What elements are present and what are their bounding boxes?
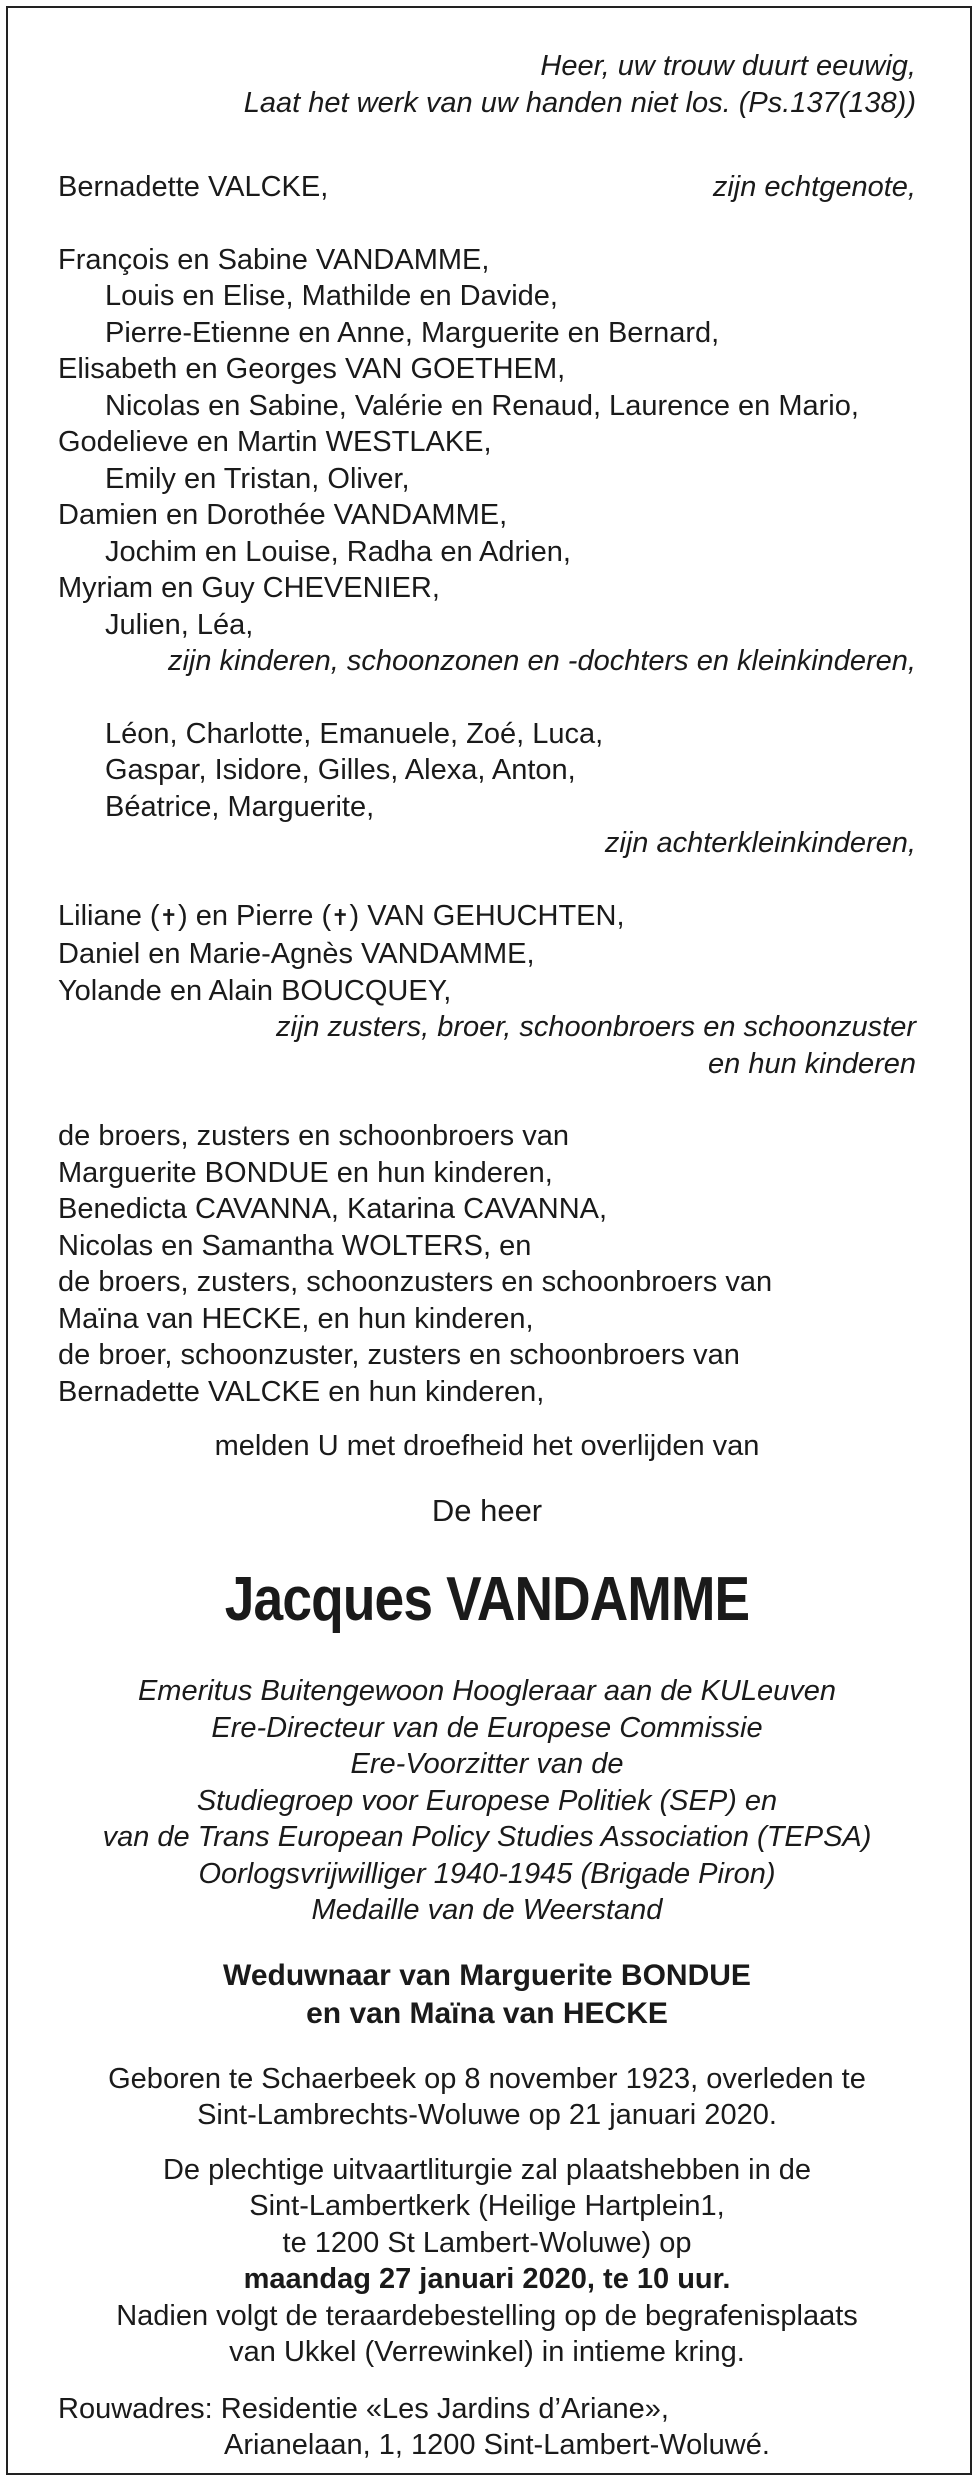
birth-death-line-2: Sint-Lambrechts-Woluwe op 21 januari 2020. xyxy=(197,2099,777,2131)
funeral-line-5: van Ukkel (Verrewinkel) in intieme kring. xyxy=(229,2336,745,2368)
siblings-role-1: zijn zusters, broer, schoonbroers en schoonzuster xyxy=(276,1011,916,1043)
child-family-line: Jochim en Louise, Radha en Adrien, xyxy=(105,535,571,568)
child-family-line: Julien, Léa, xyxy=(105,608,254,641)
contact-line-1: Rouwadres: Residentie «Les Jardins d’Ariane», xyxy=(58,2392,669,2425)
siblings-block xyxy=(58,898,916,1083)
child-family-line: Nicolas en Sabine, Valérie en Renaud, Laurence en Mario, xyxy=(105,389,859,422)
child-family-line: Elisabeth en Georges VAN GOETHEM, xyxy=(58,353,566,385)
cross-icon: ✝ xyxy=(159,904,178,930)
contact-block xyxy=(58,2391,916,2464)
widower-line-1: Weduwnaar van Marguerite BONDUE xyxy=(223,1958,751,1992)
title-line: Medaille van de Weerstand xyxy=(311,1894,663,1926)
announcement: melden U met droefheid het overlijden van xyxy=(214,1430,760,1462)
deceased-name: Jacques VANDAMME xyxy=(224,1565,750,1634)
funeral-line-1: De plechtige uitvaartliturgie zal plaatshebben in de xyxy=(162,2153,812,2186)
titles-block xyxy=(58,1673,916,1929)
siblings-line-1 xyxy=(58,898,916,937)
in-laws-line: Maïna van HECKE, en hun kinderen, xyxy=(58,1302,534,1335)
funeral-date: maandag 27 januari 2020, te 10 uur. xyxy=(243,2263,731,2295)
in-laws-block xyxy=(58,1118,916,1410)
child-family-line: Louis en Elise, Mathilde en Davide, xyxy=(105,280,558,312)
widower-line-2: en van Maïna van HECKE xyxy=(306,1996,668,2030)
siblings-line-1-part-a: Liliane ( xyxy=(58,899,160,932)
spouse-row xyxy=(58,169,916,206)
siblings-line-1-part-b: ) en Pierre ( xyxy=(178,899,332,932)
child-family-line: Damien en Dorothée VANDAMME, xyxy=(58,499,508,531)
funeral-line-3: te 1200 St Lambert-Woluwe) op xyxy=(282,2226,692,2259)
siblings-line-2: Daniel en Marie-Agnès VANDAMME, xyxy=(58,938,535,970)
title-line: Oorlogsvrijwilliger 1940-1945 (Brigade Piron) xyxy=(198,1857,776,1890)
great-grandchildren-line: Gaspar, Isidore, Gilles, Alexa, Anton, xyxy=(105,754,576,786)
birth-death-block xyxy=(58,2061,916,2134)
siblings-line-3: Yolande en Alain BOUCQUEY, xyxy=(58,974,452,1007)
funeral-block xyxy=(58,2152,916,2371)
children-role: zijn kinderen, schoonzonen en -dochters en kleinkinderen, xyxy=(167,645,916,677)
in-laws-line: de broer, schoonzuster, zusters en schoonbroers van xyxy=(58,1339,740,1371)
in-laws-line: Marguerite BONDUE en hun kinderen, xyxy=(58,1156,553,1189)
child-family-line: Godelieve en Martin WESTLAKE, xyxy=(58,426,492,458)
siblings-line-1-part-c: ) VAN GEHUCHTEN, xyxy=(349,899,625,932)
in-laws-line: Bernadette VALCKE en hun kinderen, xyxy=(58,1375,545,1408)
child-family-line: François en Sabine VANDAMME, xyxy=(58,243,490,276)
contact-line-2: Arianelaan, 1, 1200 Sint-Lambert-Woluwé. xyxy=(224,2429,770,2461)
cross-icon: ✝ xyxy=(331,904,350,930)
in-laws-line: de broers, zusters, schoonzusters en schoonbroers van xyxy=(58,1266,773,1298)
title-line: van de Trans European Policy Studies Association (TEPSA) xyxy=(102,1821,872,1853)
psalm-line-2: Laat het werk van uw handen niet los. (Ps.137(138)) xyxy=(243,86,916,119)
salutation: De heer xyxy=(431,1492,543,1528)
child-family-line: Emily en Tristan, Oliver, xyxy=(105,462,410,495)
child-family-line: Pierre-Etienne en Anne, Marguerite en Bernard, xyxy=(105,316,720,349)
spouse-name: Bernadette VALCKE, xyxy=(58,171,329,203)
in-laws-line: Nicolas en Samantha WOLTERS, en xyxy=(58,1229,532,1262)
great-grandchildren-line: Béatrice, Marguerite, xyxy=(105,790,375,823)
title-line: Studiegroep voor Europese Politiek (SEP) en xyxy=(196,1784,778,1817)
great-grandchildren-role: zijn achterkleinkinderen, xyxy=(604,827,916,859)
siblings-role-2: en hun kinderen xyxy=(708,1047,916,1080)
psalm-quote xyxy=(58,48,916,121)
title-line: Ere-Directeur van de Europese Commissie xyxy=(211,1711,763,1744)
great-grandchildren-line: Léon, Charlotte, Emanuele, Zoé, Luca, xyxy=(105,717,604,750)
children-block xyxy=(58,242,916,644)
in-laws-line: Benedicta CAVANNA, Katarina CAVANNA, xyxy=(58,1193,608,1225)
in-laws-line: de broers, zusters en schoonbroers van xyxy=(58,1120,569,1152)
birth-death-line-1: Geboren te Schaerbeek op 8 november 1923, overleden te xyxy=(108,2062,866,2095)
funeral-line-4: Nadien volgt de teraardebestelling op de begrafenisplaats xyxy=(116,2299,858,2332)
psalm-line-1: Heer, uw trouw duurt eeuwig, xyxy=(540,50,916,82)
spouse-role: zijn echtgenote, xyxy=(712,171,916,203)
obituary-notice xyxy=(58,48,916,2464)
widower-block xyxy=(58,1957,916,2033)
child-family-line: Myriam en Guy CHEVENIER, xyxy=(58,572,440,604)
title-line: Emeritus Buitengewoon Hoogleraar aan de KULeuven xyxy=(137,1675,837,1707)
great-grandchildren-block xyxy=(58,716,916,826)
title-line: Ere-Voorzitter van de xyxy=(350,1748,624,1780)
funeral-line-2: Sint-Lambertkerk (Heilige Hartplein1, xyxy=(249,2190,725,2222)
